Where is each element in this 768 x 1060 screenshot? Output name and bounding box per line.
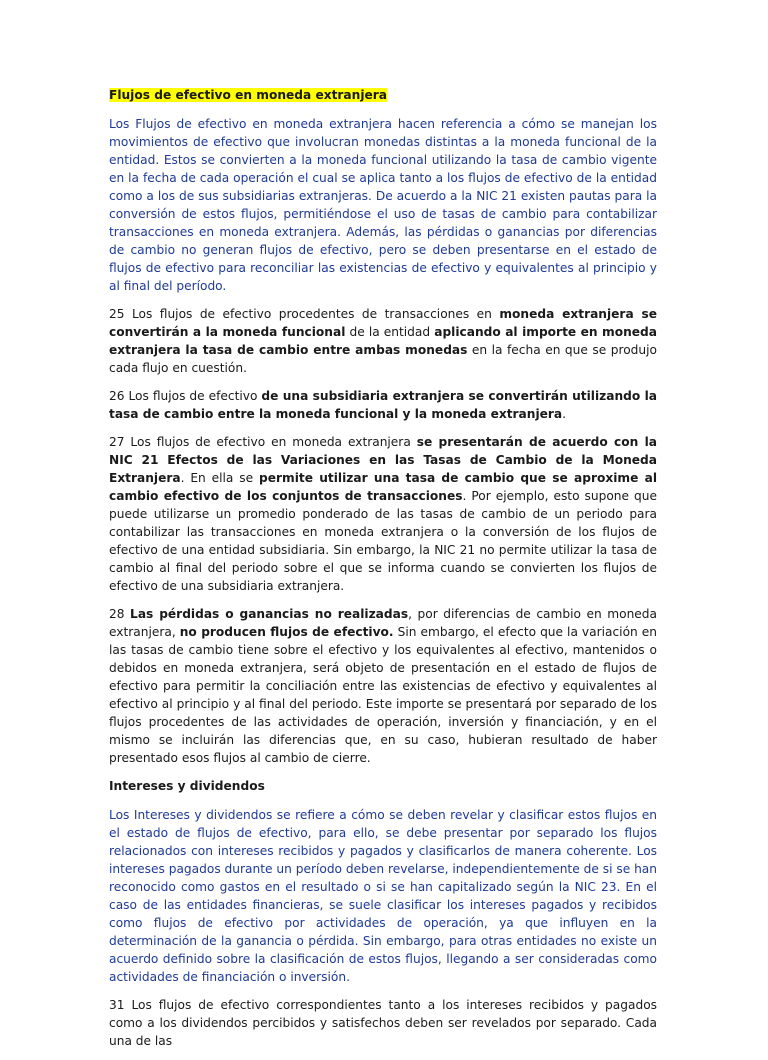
section-title-interest-dividends: Intereses y dividendos xyxy=(109,779,265,793)
p28-bold-2: no producen flujos de efectivo. xyxy=(179,625,394,639)
p27-text-1: 27 Los flujos de efectivo en moneda extranjera xyxy=(109,435,417,449)
p28-bold-1: Las pérdidas o ganancias no realizadas xyxy=(130,607,409,621)
p28-text-2: , por diferencias de cambio en moneda extranjera, xyxy=(109,607,657,639)
p27-text-2: . En ella se xyxy=(180,471,260,485)
p27-bold-1: se presentarán de acuerdo con la NIC 21 Efectos de las Variaciones en las Tasas de Cambio de la Moneda Extranjera xyxy=(109,435,657,485)
section-title-foreign-currency xyxy=(109,86,657,104)
p25-text-2: de la entidad xyxy=(345,325,435,339)
p26-bold-1: de una subsidiaria extranjera se convertirán utilizando la tasa de cambio entre la moneda funcional y la moneda extranjera xyxy=(109,389,657,421)
document-page xyxy=(109,86,657,1060)
paragraph-31: 31 Los flujos de efectivo correspondientes tanto a los intereses recibidos y pagados como a los dividendos percibidos y satisfechos deben ser revelados por separado. Cada una de las xyxy=(109,998,657,1048)
p25-bold-1: moneda extranjera se convertirán a la moneda funcional xyxy=(109,307,657,339)
p28-text-1: 28 xyxy=(109,607,131,621)
interest-intro-paragraph: Los Intereses y dividendos se refiere a cómo se deben revelar y clasificar estos flujos en el estado de flujos de efectivo, para ello, se debe presentar por separado los flujos relacionados con intereses recibidos y pagados y clasificarlos de manera coherente. Los intereses pagados durante un período deben revelarse, independientemente de si se han reconocido como gastos en el resultado o si se han capitalizado según la NIC 23. En el caso de las entidades financieras, se suele clasificar los intereses pagados y recibidos como flujos de efectivo por actividades de operación, ya que influyen en la determinación de la ganancia o pérdida. Sin embargo, para otras entidades no existe un acuerdo definido sobre la clasificación de estos flujos, llegando a ser consideradas como actividades de financiación o inversión. xyxy=(109,808,657,984)
highlighted-title: Flujos de efectivo en moneda extranjera xyxy=(109,88,388,102)
p27-text-3: . Por ejemplo, esto supone que puede utilizarse un promedio ponderado de las tasas de cambio de un periodo para contabilizar las transacciones en moneda extranjera o la conversión de los flujos de efectivo de una entidad subsidiaria. Sin embargo, la NIC 21 no permite utilizar la tasa de cambio al final del periodo sobre el que se informa cuando se convierten los flujos de efectivo de una subsidiaria extranjera. xyxy=(109,489,657,593)
p27-bold-2: permite utilizar una tasa de cambio que se aproxime al cambio efectivo de los conjuntos de transacciones xyxy=(109,471,657,503)
paragraph-25 xyxy=(109,305,657,377)
p25-text-1: 25 Los flujos de efectivo procedentes de transacciones en xyxy=(109,307,500,321)
p26-text-2: . xyxy=(562,407,567,421)
p25-bold-2: aplicando al importe en moneda extranjera la tasa de cambio entre ambas monedas xyxy=(109,325,658,357)
paragraph-27 xyxy=(109,433,657,595)
p26-text-1: 26 Los flujos de efectivo xyxy=(109,389,262,403)
paragraph-28 xyxy=(109,605,657,767)
p28-text-3: Sin embargo, el efecto que la variación en las tasas de cambio tiene sobre el efectivo y los equivalentes al efectivo, mantenidos o debidos en moneda extranjera, será objeto de presentación en el estado de flujos de efectivo para permitir la conciliación entre las existencias de efectivo y equivalentes al efectivo al principio y al final del periodo. Este importe se presentará por separado de los flujos procedentes de las actividades de operación, inversión y financiación, y en el mismo se incluirán las diferencias que, en su caso, hubieran resultado de haber presentado esos flujos al cambio de cierre. xyxy=(109,625,657,765)
paragraph-26 xyxy=(109,387,657,423)
intro-paragraph: Los Flujos de efectivo en moneda extranjera hacen referencia a cómo se manejan los movimientos de efectivo que involucran monedas distintas a la moneda funcional de la entidad. Estos se convierten a la moneda funcional utilizando la tasa de cambio vigente en la fecha de cada operación el cual se aplica tanto a los flujos de efectivo de la entidad como a los de sus subsidiarias extranjeras. De acuerdo a la NIC 21 existen pautas para la conversión de estos flujos, permitiéndose el uso de tasas de cambio para contabilizar transacciones en moneda extranjera. Además, las pérdidas o ganancias por diferencias de cambio no generan flujos de efectivo, pero se deben presentarse en el estado de flujos de efectivo para reconciliar las existencias de efectivo y equivalentes al principio y al final del período. xyxy=(109,117,657,293)
p25-text-3: en la fecha en que se produjo cada flujo en cuestión. xyxy=(109,343,657,375)
